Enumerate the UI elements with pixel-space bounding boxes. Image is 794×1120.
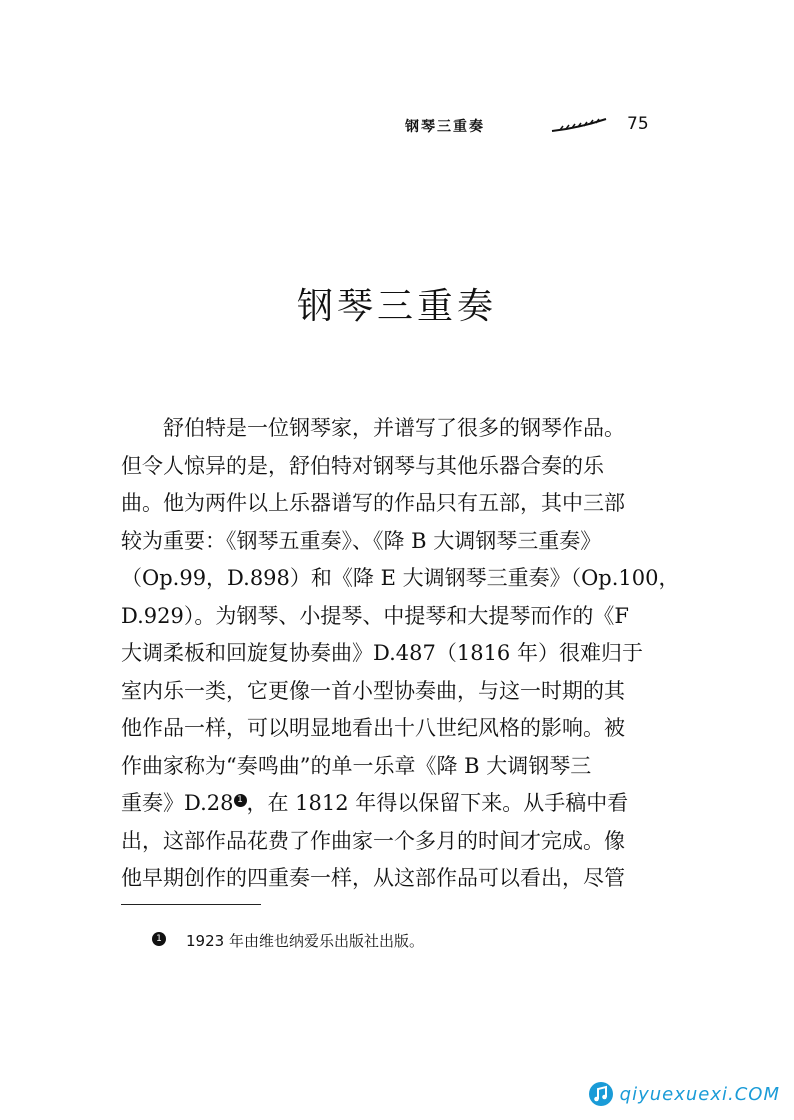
paragraph-line: 作曲家称为“奏鸣曲”的单一乐章《降 B 大调钢琴三 [121, 753, 592, 778]
running-header [405, 116, 685, 136]
paragraph-line: 出，这部作品花费了作曲家一个多月的时间才完成。像 [121, 828, 625, 853]
quill-ornament-icon [550, 116, 610, 136]
footnote-reference[interactable]: 1 [234, 794, 247, 807]
line-start: 重奏》D.28 [121, 791, 234, 815]
music-note-icon [588, 1081, 614, 1107]
site-watermark [588, 1080, 780, 1108]
chapter-title: 钢琴三重奏 [296, 286, 497, 327]
body-text [121, 410, 686, 898]
paragraph-line: 曲。他为两件以上乐器谱写的作品只有五部，其中三部 [121, 491, 625, 515]
running-title: 钢琴三重奏 [405, 119, 485, 135]
paragraph-line: D.929）。为钢琴、小提琴、中提琴和大提琴而作的《F [121, 603, 629, 628]
watermark-text: qiyuexuexi.COM [619, 1083, 780, 1105]
footnote-mark: 1 [152, 932, 166, 946]
page-number: 75 [627, 114, 649, 134]
paragraph-line: （Op.99，D.898）和《降 E 大调钢琴三重奏》（Op.100， [121, 566, 680, 590]
line-end: ，在 1812 年得以保留下来。从手稿中看 [246, 791, 629, 815]
paragraph-line: 室内乐一类，它更像一首小型协奏曲，与这一时期的其 [121, 678, 625, 703]
paragraph-line [121, 785, 686, 823]
paragraph-line: 他早期创作的四重奏一样，从这部作品可以看出，尽管 [121, 866, 625, 890]
paragraph-line: 他作品一样，可以明显地看出十八世纪风格的影响。被 [121, 716, 625, 740]
footnote-text: 1923 年由维也纳爱乐出版社出版。 [186, 932, 424, 950]
paragraph-line: 大调柔板和回旋复协奏曲》D.487（1816 年）很难归于 [121, 641, 643, 665]
footnote-divider [121, 904, 261, 905]
paragraph-line: 但令人惊异的是，舒伯特对钢琴与其他乐器合奏的乐 [121, 453, 604, 478]
paragraph-line: 较为重要：《钢琴五重奏》、《降 B 大调钢琴三重奏》 [121, 528, 602, 553]
paragraph-line: 舒伯特是一位钢琴家，并谱写了很多的钢琴作品。 [163, 416, 625, 440]
